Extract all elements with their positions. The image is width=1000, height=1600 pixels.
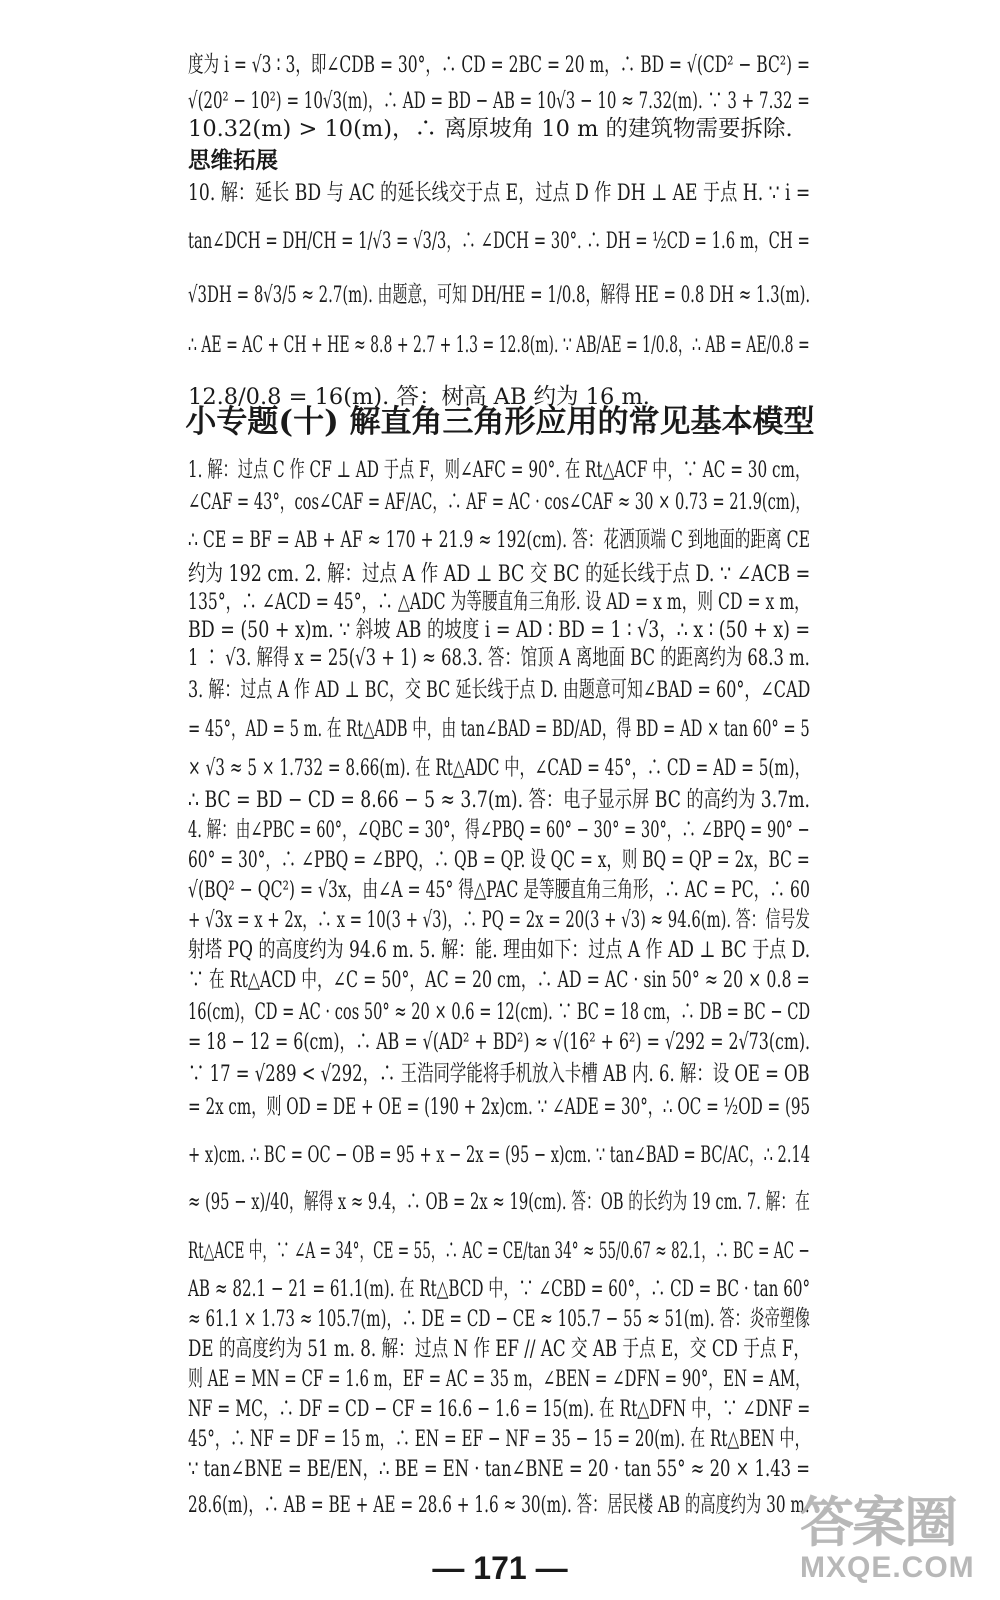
q10-line: ∴ AE = AC + CH + HE ≈ 8.8 + 2.7 + 1.3 = 12.8(m). ∵ AB/AE = 1/0.8，∴ AB = AE/0.8 = (188, 332, 810, 358)
solution-line: 1. 解：过点 C 作 CF ⊥ AD 于点 F，则∠AFC = 90°. 在 Rt△ACF 中，∵ AC = 30 cm， (188, 457, 811, 483)
q10-line: 12.8/0.8 = 16(m). 答：树高 AB 约为 16 m. (188, 384, 650, 410)
solution-line: 射塔 PQ 的高度约为 94.6 m. 5. 解：能. 理由如下：过点 A 作 AD ⊥ BC 于点 D. (188, 937, 811, 963)
solution-line: Rt△ACE 中，∵ ∠A = 34°，CE = 55，∴ AC = CE/tan 34° ≈ 55/0.67 ≈ 82.1，∴ BC = AC − (188, 1238, 810, 1264)
solution-line: ∴ BC = BD − CD = 8.66 − 5 ≈ 3.7(m). 答：电子显示屏 BC 的高约为 3.7m. (188, 787, 811, 813)
solution-line: 4. 解：由∠PBC = 60°，∠QBC = 30°，得∠PBQ = 60° − 30° = 30°，∴ ∠BPQ = 90° − (188, 817, 810, 843)
watermark-url: MXQE.COM (800, 1551, 975, 1584)
solution-line: AB ≈ 82.1 − 21 = 61.1(m). 在 Rt△BCD 中，∵ ∠CBD = 60°，∴ CD = BC · tan 60° (188, 1276, 811, 1302)
solution-line: = 2x cm，则 OD = DE + OE = (190 + 2x)cm. ∵ ∠ADE = 30°，∴ OC = ½OD = (95 (188, 1094, 811, 1120)
solution-line: ∵ 17 = √289 < √292，∴ 王浩同学能将手机放入卡槽 AB 内. 6. 解：设 OE = OB (188, 1061, 810, 1087)
thinking-extension-heading: 思维拓展 (188, 148, 279, 174)
solution-line: + x)cm. ∴ BC = OC − OB = 95 + x − 2x = (95 − x)cm. ∵ tan∠BAD = BC/AC，∴ 2.14 (188, 1142, 811, 1168)
solution-line: ∠CAF = 43°，cos∠CAF = AF/AC，∴ AF = AC · cos∠CAF ≈ 30 × 0.73 = 21.9(cm)， (188, 489, 811, 515)
solution-line: 135°，∴ ∠ACD = 45°，∴ △ADC 为等腰直角三角形. 设 AD = x m，则 CD = x m， (188, 589, 810, 615)
watermark-logo (800, 1494, 980, 1594)
solution-line: 约为 192 cm. 2. 解：过点 A 作 AD ⊥ BC 交 BC 的延长线于点 D. ∵ ∠ACB = (188, 561, 811, 587)
solution-line: 3. 解：过点 A 作 AD ⊥ BC，交 BC 延长线于点 D. 由题意可知∠BAD = 60°，∠CAD (188, 677, 811, 703)
solution-line: DE 的高度约为 51 m. 8. 解：过点 N 作 EF // AC 交 AB 于点 E，交 CD 于点 F， (188, 1336, 811, 1362)
watermark-logo-text: 答案圈 (800, 1493, 956, 1553)
solution-line: ≈ 61.1 × 1.73 ≈ 105.7(m)，∴ DE = CD − CE ≈ 105.7 − 55 ≈ 51(m). 答：炎帝塑像 (188, 1306, 811, 1332)
solution-line: 28.6(m)，∴ AB = BE + AE = 28.6 + 1.6 ≈ 30(m). 答：居民楼 AB 的高度约为 30 m. (188, 1492, 810, 1518)
solution-line: 1 ∶ √3. 解得 x = 25(√3 + 1) ≈ 68.3. 答：馆顶 A 离地面 BC 的距离约为 68.3 m. (188, 645, 810, 671)
section-title: 小专题(十) 解直角三角形应用的常见基本模型 (185, 404, 815, 440)
q10-line: 10. 解：延长 BD 与 AC 的延长线交于点 E，过点 D 作 DH ⊥ AE 于点 H. ∵ i = (188, 180, 811, 206)
continuation-line: 度为 i = √3 ∶ 3，即∠CDB = 30°，∴ CD = 2BC = 20 m，∴ BD = √(CD² − BC²) = (188, 52, 811, 78)
q10-line: √3DH = 8√3/5 ≈ 2.7(m). 由题意，可知 DH/HE = 1/0.8，解得 HE = 0.8 DH ≈ 1.3(m). (188, 282, 811, 308)
q10-line: tan∠DCH = DH/CH = 1/√3 = √3/3，∴ ∠DCH = 30°. ∴ DH = ½CD = 1.6 m，CH = (188, 228, 810, 254)
solution-line: ≈ (95 − x)/40，解得 x ≈ 9.4，∴ OB = 2x ≈ 19(cm). 答：OB 的长约为 19 cm. 7. 解：在 (188, 1189, 810, 1215)
continuation-line: √(20² − 10²) = 10√3(m)，∴ AD = BD − AB = 10√3 − 10 ≈ 7.32(m). ∵ 3 + 7.32 = (188, 88, 810, 114)
solution-line: ∵ tan∠BNE = BE/EN，∴ BE = EN · tan∠BNE = 20 · tan 55° ≈ 20 × 1.43 = (188, 1456, 811, 1482)
page-number: — 171 — (432, 1550, 568, 1586)
solution-line: 16(cm)，CD = AC · cos 50° ≈ 20 × 0.6 = 12(cm). ∵ BC = 18 cm，∴ DB = BC − CD (188, 999, 811, 1025)
solution-line: √(BQ² − QC²) = √3x，由∠A = 45° 得△PAC 是等腰直角三角形，∴ AC = PC，∴ 60 (188, 877, 810, 903)
solution-line: ∴ CE = BF = AB + AF ≈ 170 + 21.9 ≈ 192(cm). 答：花洒顶端 C 到地面的距离 CE (188, 527, 810, 553)
solution-line: × √3 ≈ 5 × 1.732 = 8.66(m). 在 Rt△ADC 中，∠CAD = 45°，∴ CD = AD = 5(m)， (188, 755, 810, 781)
solution-line: 60° = 30°，∴ ∠PBQ = ∠BPQ，∴ QB = QP. 设 QC = x，则 BQ = QP = 2x，BC = (188, 847, 810, 873)
solution-line: + √3x = x + 2x，∴ x = 10(3 + √3)，∴ PQ = 2x = 20(3 + √3) ≈ 94.6(m). 答：信号发 (188, 907, 810, 933)
solution-line: NF = MC，∴ DF = CD − CF = 16.6 − 1.6 = 15(m). 在 Rt△DFN 中，∵ ∠DNF = (188, 1396, 811, 1422)
solution-line: = 18 − 12 = 6(cm)，∴ AB = √(AD² + BD²) ≈ √(16² + 6²) = √292 = 2√73(cm). (188, 1029, 811, 1055)
solution-line: ∵ 在 Rt△ACD 中，∠C = 50°，AC = 20 cm，∴ AD = AC · sin 50° ≈ 20 × 0.8 = (188, 967, 810, 993)
solution-line: BD = (50 + x)m. ∵ 斜坡 AB 的坡度 i = AD ∶ BD = 1 ∶ √3，∴ x ∶ (50 + x) = (188, 617, 811, 643)
continuation-line: 10.32(m) > 10(m)，∴ 离原坡角 10 m 的建筑物需要拆除. (188, 116, 793, 142)
solution-line: 45°，∴ NF = DF = 15 m，∴ EN = EF − NF = 35 − 15 = 20(m). 在 Rt△BEN 中， (188, 1426, 810, 1452)
solution-line: 则 AE = MN = CF = 1.6 m，EF = AC = 35 m，∠BEN = ∠DFN = 90°，EN = AM， (188, 1366, 810, 1392)
solution-line: = 45°，AD = 5 m. 在 Rt△ADB 中，由 tan∠BAD = BD/AD，得 BD = AD × tan 60° = 5 (188, 716, 810, 742)
